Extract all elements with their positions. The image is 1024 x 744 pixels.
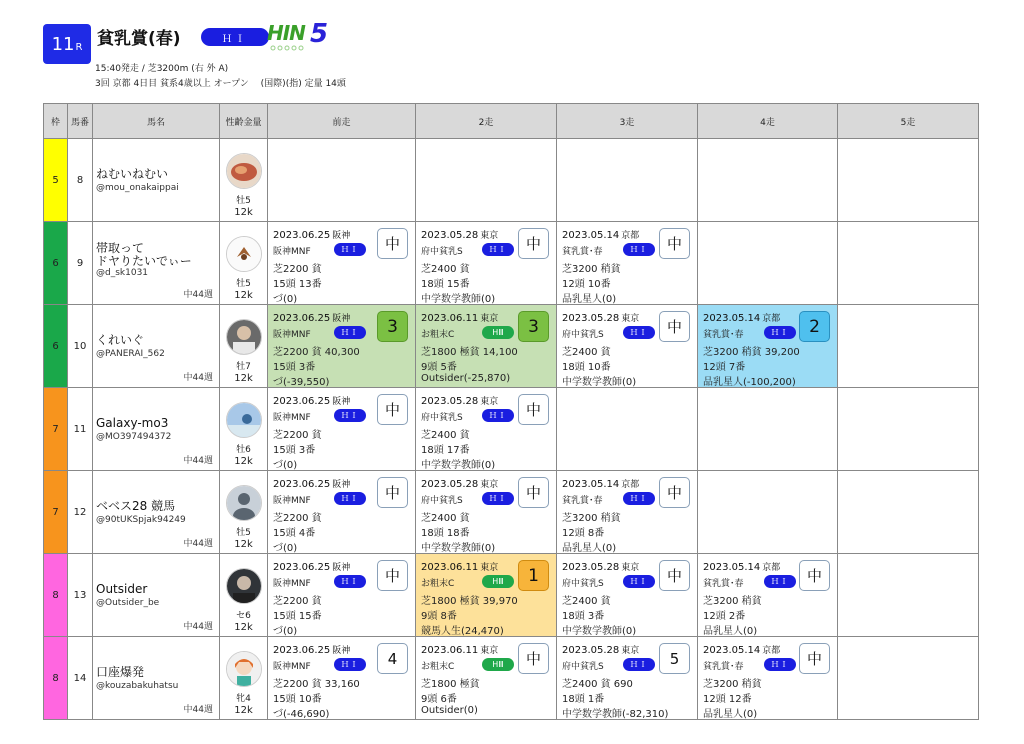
past-race-date: 2023.06.25 阪神 <box>273 230 351 241</box>
past-race-rank-badge: 中 <box>518 477 549 508</box>
weight-carried: 12k <box>234 207 253 218</box>
col-header-past-5: 5走 <box>838 104 979 139</box>
past-race-result-note: づ(0) <box>273 294 298 305</box>
past-race-name: 貧乳賞･春 <box>562 496 603 506</box>
past-race-result-note: 品乳星人(-100,200) <box>703 377 796 388</box>
past-race-venue: 東京 <box>621 314 640 324</box>
past-race-rank-badge: 5 <box>659 643 690 674</box>
waku-cell: 6 <box>44 222 68 305</box>
past-race-rank-badge: 中 <box>659 228 690 259</box>
past-race-field: 15頭 4番 <box>273 528 316 539</box>
past-race-grade-badge: ＨＩ <box>482 409 514 422</box>
sex-age: 牡5 <box>236 528 251 538</box>
past-race-rank-badge: 中 <box>518 643 549 674</box>
past-race-rank-badge: 中 <box>799 560 830 591</box>
past-race-name: 阪神MNF <box>273 413 311 423</box>
past-race-grade-badge: HⅢ <box>482 575 514 588</box>
horse-name[interactable]: 帯取って ドヤりたいでぃー <box>96 241 192 268</box>
hin5-logo <box>265 18 345 54</box>
past-race-name: 貧乳賞･春 <box>562 247 603 257</box>
weight-carried: 12k <box>234 290 253 301</box>
past-race-result-note: づ(0) <box>273 543 298 554</box>
horse-name-cell <box>93 471 220 554</box>
umaban-cell: 13 <box>68 554 93 637</box>
past-race-cell[interactable] <box>557 222 698 305</box>
svg-text:HIN: HIN <box>267 21 305 45</box>
sex-age: 牡7 <box>236 362 251 372</box>
past-race-field: 9頭 6番 <box>421 694 457 705</box>
weight-carried: 12k <box>234 539 253 550</box>
past-race-grade-badge: ＨＩ <box>623 575 655 588</box>
table-row <box>44 554 979 637</box>
col-header-sex-kin: 性齢金量 <box>220 104 268 139</box>
past-race-venue: 東京 <box>480 563 499 573</box>
race-number-badge <box>43 24 91 64</box>
past-race-cell <box>838 637 979 720</box>
past-race-course: 芝3200 稍貧 <box>562 264 621 275</box>
past-race-cell[interactable] <box>268 305 416 388</box>
past-race-cell[interactable] <box>416 305 557 388</box>
past-race-cell <box>698 222 838 305</box>
past-race-grade-badge: ＨＩ <box>334 243 366 256</box>
past-race-grade-badge: HⅢ <box>482 326 514 339</box>
umaban-cell: 10 <box>68 305 93 388</box>
sex-age: 牝4 <box>236 694 251 704</box>
past-race-rank-badge: 中 <box>377 560 408 591</box>
past-race-date: 2023.06.25 阪神 <box>273 562 351 573</box>
past-race-cell[interactable] <box>698 305 838 388</box>
col-header-waku: 枠 <box>44 104 68 139</box>
past-race-date: 2023.05.28 東京 <box>421 230 499 241</box>
past-race-grade-badge: ＨＩ <box>764 326 796 339</box>
horse-name[interactable]: 口座爆発 <box>96 665 145 679</box>
owner-handle[interactable]: @mou_onakaippai <box>96 183 179 193</box>
past-race-course: 芝2200 貧 <box>273 264 322 275</box>
rest-weeks: 中44週 <box>183 456 213 466</box>
past-race-date: 2023.06.25 阪神 <box>273 313 351 324</box>
past-race-venue: 阪神 <box>332 231 351 241</box>
waku-cell: 5 <box>44 139 68 222</box>
past-race-rank-badge: 中 <box>659 560 690 591</box>
past-race-date: 2023.05.28 東京 <box>421 479 499 490</box>
past-race-result-note: づ(0) <box>273 460 298 471</box>
past-race-rank-badge: 1 <box>518 560 549 591</box>
past-race-cell <box>698 388 838 471</box>
past-race-field: 9頭 8番 <box>421 611 457 622</box>
horse-name-cell <box>93 139 220 222</box>
table-row <box>44 637 979 720</box>
past-race-rank-badge: 3 <box>518 311 549 342</box>
past-race-name: 阪神MNF <box>273 496 311 506</box>
past-race-grade-badge: ＨＩ <box>334 326 366 339</box>
past-race-venue: 東京 <box>621 563 640 573</box>
past-race-name: 府中貧乳S <box>421 496 463 506</box>
past-race-venue: 東京 <box>480 397 499 407</box>
owner-handle[interactable]: @d_sk1031 <box>96 268 149 278</box>
past-race-venue: 京都 <box>762 646 781 656</box>
past-race-name: 府中貧乳S <box>562 662 604 672</box>
past-race-name: 貧乳賞･春 <box>703 330 744 340</box>
past-race-field: 12頭 7番 <box>703 362 746 373</box>
horse-name-cell <box>93 637 220 720</box>
past-race-grade-badge: ＨＩ <box>764 658 796 671</box>
sex-age: 牡6 <box>236 445 251 455</box>
sex-kin-cell <box>220 139 268 222</box>
past-race-grade-badge: ＨＩ <box>334 658 366 671</box>
past-race-field: 9頭 5番 <box>421 362 457 373</box>
past-race-cell <box>838 471 979 554</box>
past-race-cell[interactable] <box>268 554 416 637</box>
past-race-date: 2023.05.28 東京 <box>421 396 499 407</box>
past-race-cell[interactable] <box>416 222 557 305</box>
past-race-rank-badge: 中 <box>377 477 408 508</box>
sex-kin-cell <box>220 388 268 471</box>
past-race-field: 18頭 10番 <box>562 362 611 373</box>
horse-name-cell <box>93 305 220 388</box>
past-race-grade-badge: ＨＩ <box>482 492 514 505</box>
past-race-grade-badge: ＨＩ <box>334 492 366 505</box>
race-time-course: 15:40発走 / 芝3200m (右 外 A) <box>95 64 229 74</box>
sex-kin-cell <box>220 222 268 305</box>
past-race-cell <box>698 139 838 222</box>
past-race-grade-badge: ＨＩ <box>623 492 655 505</box>
past-race-course: 芝2200 貧 40,300 <box>273 347 360 358</box>
past-race-date: 2023.06.25 阪神 <box>273 645 351 656</box>
past-race-date: 2023.06.11 東京 <box>421 313 499 324</box>
past-race-result-note: づ(-46,690) <box>273 709 330 720</box>
past-race-cell[interactable] <box>416 637 557 720</box>
past-race-course: 芝3200 稍貧 <box>703 596 762 607</box>
past-race-result-note: 中学数学教師(0) <box>421 543 496 554</box>
past-race-field: 15頭 10番 <box>273 694 322 705</box>
past-race-cell <box>557 388 698 471</box>
past-race-venue: 阪神 <box>332 563 351 573</box>
col-header-umaban: 馬番 <box>68 104 93 139</box>
past-race-date: 2023.05.14 京都 <box>703 313 781 324</box>
past-race-course: 芝2400 貧 <box>421 513 470 524</box>
past-race-cell <box>416 139 557 222</box>
waku-cell: 8 <box>44 637 68 720</box>
past-race-result-note: 中学数学教師(-82,310) <box>562 709 669 720</box>
weight-carried: 12k <box>234 622 253 633</box>
past-race-name: 貧乳賞･春 <box>703 662 744 672</box>
race-conditions: 3回 京都 4日目 貧系4歳以上 オープン (国際)(指) 定量 14頭 <box>95 79 346 89</box>
col-header-past-3: 3走 <box>557 104 698 139</box>
past-race-venue: 京都 <box>621 231 640 241</box>
past-race-date: 2023.06.11 東京 <box>421 645 499 656</box>
horse-name-cell <box>93 554 220 637</box>
past-race-cell[interactable] <box>557 305 698 388</box>
umaban-cell: 14 <box>68 637 93 720</box>
past-race-grade-badge: HⅢ <box>482 658 514 671</box>
past-race-rank-badge: 中 <box>799 643 830 674</box>
past-race-cell <box>268 139 416 222</box>
past-race-cell[interactable] <box>268 637 416 720</box>
weight-carried: 12k <box>234 373 253 384</box>
past-race-result-note: Outsider(-25,870) <box>421 373 511 384</box>
table-row <box>44 388 979 471</box>
past-race-cell[interactable] <box>416 554 557 637</box>
past-race-venue: 阪神 <box>332 480 351 490</box>
col-header-past-2: 2走 <box>416 104 557 139</box>
past-race-result-note: 中学数学教師(0) <box>421 460 496 471</box>
past-race-rank-badge: 4 <box>377 643 408 674</box>
past-race-name: お粗末C <box>421 330 455 340</box>
sex-kin-cell <box>220 471 268 554</box>
horse-name[interactable]: ねむいねむい <box>96 167 169 181</box>
past-race-rank-badge: 中 <box>518 228 549 259</box>
sex-age: 牡5 <box>236 279 251 289</box>
horse-name[interactable]: くれいぐ <box>96 333 145 347</box>
owner-handle[interactable]: @MO397494372 <box>96 432 172 442</box>
owner-handle[interactable]: @kouzabakuhatsu <box>96 681 179 691</box>
past-race-field: 18頭 15番 <box>421 279 470 290</box>
umaban-cell: 11 <box>68 388 93 471</box>
svg-text:5: 5 <box>310 19 329 49</box>
past-race-result-note: 品乳星人(0) <box>562 543 617 554</box>
past-race-rank-badge: 中 <box>377 228 408 259</box>
past-race-grade-badge: ＨＩ <box>482 243 514 256</box>
past-race-result-note: Outsider(0) <box>421 705 478 716</box>
past-race-course: 芝2200 貧 <box>273 430 322 441</box>
past-race-cell <box>838 554 979 637</box>
past-race-field: 18頭 3番 <box>562 611 605 622</box>
horse-name-cell <box>93 388 220 471</box>
past-race-course: 芝2400 貧 <box>421 430 470 441</box>
past-race-name: 貧乳賞･春 <box>703 579 744 589</box>
past-race-venue: 京都 <box>762 314 781 324</box>
past-race-result-note: 中学数学教師(0) <box>562 626 637 637</box>
past-race-venue: 京都 <box>621 480 640 490</box>
table-header-row <box>44 104 979 139</box>
past-race-course: 芝3200 稍貧 <box>703 679 762 690</box>
waku-cell: 7 <box>44 471 68 554</box>
past-race-grade-badge: ＨＩ <box>334 575 366 588</box>
past-race-cell <box>698 471 838 554</box>
horse-name[interactable]: Galaxy-mo3 <box>96 416 169 430</box>
past-race-name: 府中貧乳S <box>421 413 463 423</box>
past-race-field: 12頭 10番 <box>562 279 611 290</box>
past-race-date: 2023.06.25 阪神 <box>273 479 351 490</box>
umaban-cell: 12 <box>68 471 93 554</box>
owner-handle[interactable]: @Outsider_be <box>96 598 160 608</box>
past-race-date: 2023.06.25 阪神 <box>273 396 351 407</box>
past-race-course: 芝1800 極貧 14,100 <box>421 347 518 358</box>
past-race-result-note: 中学数学教師(0) <box>421 294 496 305</box>
past-race-venue: 阪神 <box>332 314 351 324</box>
past-race-cell <box>838 222 979 305</box>
avatar[interactable] <box>226 568 262 604</box>
col-header-past-1: 前走 <box>268 104 416 139</box>
table-row <box>44 139 979 222</box>
past-race-cell[interactable] <box>557 637 698 720</box>
past-race-field: 18頭 18番 <box>421 528 470 539</box>
past-race-venue: 京都 <box>762 563 781 573</box>
past-race-course: 芝3200 稍貧 <box>562 513 621 524</box>
avatar[interactable] <box>226 651 262 687</box>
weight-carried: 12k <box>234 705 253 716</box>
sex-age: 牡5 <box>236 196 251 206</box>
past-race-field: 12頭 8番 <box>562 528 605 539</box>
rest-weeks: 中44週 <box>183 290 213 300</box>
past-race-cell[interactable] <box>698 637 838 720</box>
past-race-course: 芝2400 貧 690 <box>562 679 633 690</box>
past-race-cell <box>557 139 698 222</box>
past-race-course: 芝1800 極貧 39,970 <box>421 596 518 607</box>
past-race-cell[interactable] <box>268 471 416 554</box>
avatar[interactable] <box>226 402 262 438</box>
past-race-cell[interactable] <box>557 554 698 637</box>
past-race-name: お粗末C <box>421 662 455 672</box>
past-race-grade-badge: ＨＩ <box>623 326 655 339</box>
past-race-cell[interactable] <box>416 471 557 554</box>
past-race-cell[interactable] <box>268 388 416 471</box>
rest-weeks: 中44週 <box>183 705 213 715</box>
past-race-name: 阪神MNF <box>273 662 311 672</box>
rest-weeks: 中44週 <box>183 622 213 632</box>
past-race-result-note: 品乳星人(0) <box>703 709 758 720</box>
past-race-field: 15頭 3番 <box>273 362 316 373</box>
past-race-rank-badge: 中 <box>659 477 690 508</box>
past-race-cell <box>838 305 979 388</box>
race-number-suffix: R <box>75 41 83 53</box>
past-race-grade-badge: ＨＩ <box>334 409 366 422</box>
past-race-name: 府中貧乳S <box>421 247 463 257</box>
past-race-cell <box>838 388 979 471</box>
avatar[interactable] <box>226 485 262 521</box>
col-header-past-4: 4走 <box>698 104 838 139</box>
past-race-course: 芝2200 貧 <box>273 513 322 524</box>
past-race-cell[interactable] <box>416 388 557 471</box>
past-race-grade-badge: ＨＩ <box>623 243 655 256</box>
past-race-result-note: 中学数学教師(0) <box>562 377 637 388</box>
avatar[interactable] <box>226 319 262 355</box>
sex-kin-cell <box>220 554 268 637</box>
sex-kin-cell <box>220 305 268 388</box>
past-race-venue: 阪神 <box>332 397 351 407</box>
past-race-date: 2023.05.14 京都 <box>562 230 640 241</box>
past-race-field: 18頭 17番 <box>421 445 470 456</box>
past-race-venue: 東京 <box>621 646 640 656</box>
past-race-name: 阪神MNF <box>273 330 311 340</box>
past-race-date: 2023.05.28 東京 <box>562 562 640 573</box>
past-race-venue: 阪神 <box>332 646 351 656</box>
past-race-course: 芝2400 貧 <box>562 596 611 607</box>
waku-cell: 6 <box>44 305 68 388</box>
past-race-cell[interactable] <box>268 222 416 305</box>
past-race-venue: 東京 <box>480 231 499 241</box>
rest-weeks: 中44週 <box>183 539 213 549</box>
past-race-field: 12頭 12番 <box>703 694 752 705</box>
past-race-name: 阪神MNF <box>273 579 311 589</box>
past-race-course: 芝2200 貧 33,160 <box>273 679 360 690</box>
past-race-grade-badge: ＨＩ <box>764 575 796 588</box>
waku-cell: 8 <box>44 554 68 637</box>
past-race-course: 芝1800 極貧 <box>421 679 480 690</box>
past-race-rank-badge: 中 <box>518 394 549 425</box>
past-race-course: 芝2200 貧 <box>273 596 322 607</box>
past-race-rank-badge: 中 <box>377 394 408 425</box>
race-title: 貧乳賞(春) <box>97 29 181 49</box>
race-header <box>43 18 983 98</box>
rest-weeks: 中44週 <box>183 373 213 383</box>
past-race-date: 2023.05.28 東京 <box>562 645 640 656</box>
past-race-name: 府中貧乳S <box>562 579 604 589</box>
past-race-name: 府中貧乳S <box>562 330 604 340</box>
past-race-name: 阪神MNF <box>273 247 311 257</box>
umaban-cell: 8 <box>68 139 93 222</box>
past-race-date: 2023.05.14 京都 <box>703 562 781 573</box>
waku-cell: 7 <box>44 388 68 471</box>
past-race-field: 15頭 3番 <box>273 445 316 456</box>
past-race-field: 18頭 1番 <box>562 694 605 705</box>
past-race-result-note: 競馬人生(24,470) <box>421 626 504 637</box>
table-row <box>44 222 979 305</box>
past-race-cell[interactable] <box>557 471 698 554</box>
avatar[interactable] <box>226 153 262 189</box>
past-race-field: 15頭 13番 <box>273 279 322 290</box>
col-header-horse-name: 馬名 <box>93 104 220 139</box>
horse-name[interactable]: Outsider <box>96 582 148 596</box>
past-race-date: 2023.06.11 東京 <box>421 562 499 573</box>
past-race-grade-badge: ＨＩ <box>623 658 655 671</box>
race-grade-badge: ＨＩ <box>201 28 269 46</box>
table-row <box>44 305 979 388</box>
entries-table <box>43 103 979 720</box>
past-race-course: 芝2400 貧 <box>562 347 611 358</box>
past-race-date: 2023.05.14 京都 <box>703 645 781 656</box>
umaban-cell: 9 <box>68 222 93 305</box>
past-race-date: 2023.05.14 京都 <box>562 479 640 490</box>
past-race-result-note: づ(-39,550) <box>273 377 330 388</box>
past-race-course: 芝2400 貧 <box>421 264 470 275</box>
sex-age: セ6 <box>236 611 251 621</box>
race-number: 11 <box>51 33 75 55</box>
past-race-course: 芝3200 稍貧 39,200 <box>703 347 800 358</box>
past-race-field: 15頭 15番 <box>273 611 322 622</box>
sex-kin-cell <box>220 637 268 720</box>
horse-name[interactable]: ベベス28 競馬 <box>96 499 176 513</box>
past-race-name: お粗末C <box>421 579 455 589</box>
past-race-result-note: 品乳星人(0) <box>562 294 617 305</box>
avatar[interactable] <box>226 236 262 272</box>
past-race-venue: 東京 <box>480 314 499 324</box>
horse-name-cell <box>93 222 220 305</box>
past-race-rank-badge: 3 <box>377 311 408 342</box>
past-race-venue: 東京 <box>480 646 499 656</box>
past-race-rank-badge: 2 <box>799 311 830 342</box>
past-race-result-note: づ(0) <box>273 626 298 637</box>
past-race-venue: 東京 <box>480 480 499 490</box>
past-race-rank-badge: 中 <box>659 311 690 342</box>
past-race-cell[interactable] <box>698 554 838 637</box>
owner-handle[interactable]: @90tUKSpjak94249 <box>96 515 186 525</box>
past-race-result-note: 品乳星人(0) <box>703 626 758 637</box>
table-row <box>44 471 979 554</box>
weight-carried: 12k <box>234 456 253 467</box>
past-race-field: 12頭 2番 <box>703 611 746 622</box>
owner-handle[interactable]: @PANERAI_562 <box>96 349 165 359</box>
past-race-date: 2023.05.28 東京 <box>562 313 640 324</box>
past-race-cell <box>838 139 979 222</box>
